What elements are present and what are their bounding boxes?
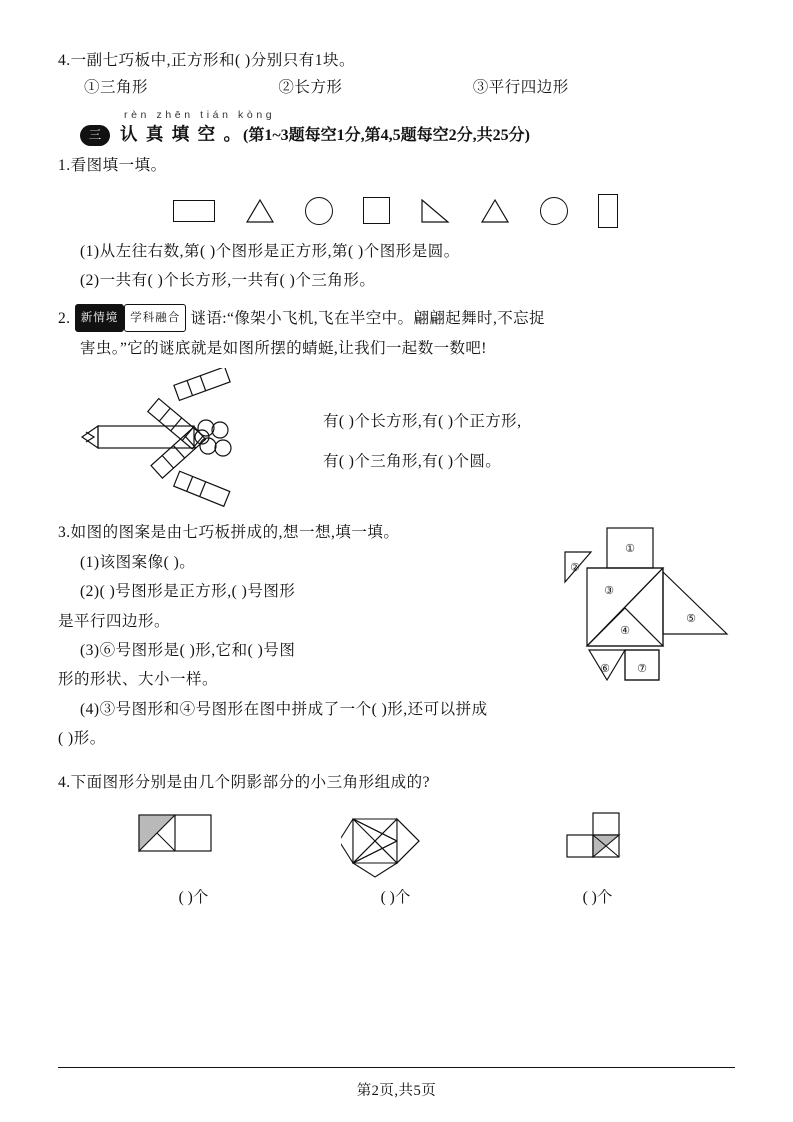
tangram-label-2: ② [570, 562, 580, 575]
section-title: 认 真 填 空 。 [120, 124, 243, 145]
q3-area [58, 518, 733, 754]
q3-sub3a: (3)⑥号图形是( )形,它和( )号图 [80, 641, 296, 659]
q3-sub2a: (2)( )号图形是正方形,( )号图形 [80, 583, 296, 601]
q4-figure-2 [341, 807, 451, 879]
q3-sub3b: 形的形状、大小一样。 [58, 671, 219, 689]
q1-sub2: (2)一共有( )个长方形,一共有( )个三角形。 [80, 272, 376, 290]
q4-figure-1 [123, 807, 233, 867]
dragonfly-figure [80, 368, 320, 518]
section-badge: 三 [80, 125, 110, 146]
option-2[interactable]: ②长方形 [278, 79, 343, 97]
section-pinyin: rèn zhēn tián kòng [124, 109, 276, 122]
q2-block [58, 304, 733, 364]
rectangle-shape [173, 200, 215, 222]
tangram-svg [539, 524, 739, 709]
square-shape [363, 197, 390, 224]
tag-interdisciplinary: 学科融合 [124, 304, 186, 332]
option-3[interactable]: ③平行四边形 [472, 79, 569, 97]
section-title-row [120, 121, 530, 146]
q4-answer-row [58, 885, 733, 907]
q3-sub2b: 是平行四边形。 [58, 612, 171, 630]
q4-stem: 4.下面图形分别是由几个阴影部分的小三角形组成的? [58, 773, 431, 791]
q2-text-line2: 害虫。”它的谜底就是如图所摆的蜻蜓,让我们一起数一数吧! [80, 339, 487, 357]
q1-sub1: (1)从左往右数,第( )个图形是正方形,第( )个图形是圆。 [80, 242, 460, 260]
tangram-label-7: ⑦ [637, 663, 647, 676]
tag-new-context: 新情境 [75, 304, 125, 332]
q1-shape-row [58, 191, 733, 231]
q2-answers [323, 402, 521, 483]
q2-answer-line1: 有( )个长方形,有( )个正方形, [323, 413, 522, 431]
tangram-label-4: ④ [620, 625, 630, 638]
q4-answer-1: ( )个 [178, 889, 209, 907]
q4-answer-2: ( )个 [380, 889, 411, 907]
tangram-label-6: ⑥ [600, 663, 610, 676]
option-1[interactable]: ①三角形 [84, 79, 149, 97]
page-footer: 第2页,共5页 [356, 1083, 437, 1099]
top-question-stem: 4.一副七巧板中,正方形和( )分别只有1块。 [58, 52, 355, 69]
q3-sub4a: (4)③号图形和④号图形在图中拼成了一个( )形,还可以拼成 [80, 700, 488, 718]
section-scoring: (第1~3题每空1分,第4,5题每空2分,共25分) [243, 127, 530, 145]
top-question-options [84, 75, 733, 97]
q2-figure-area [58, 368, 733, 518]
q4-figure-3 [559, 807, 669, 879]
tall-rectangle-shape [598, 194, 618, 228]
tangram-figure [539, 524, 739, 714]
triangle-shape-2 [480, 198, 510, 224]
q1-stem: 1.看图填一填。 [58, 157, 167, 175]
circle-shape [305, 197, 333, 225]
section-header [58, 111, 733, 151]
tangram-label-3: ③ [604, 585, 614, 598]
tangram-label-5: ⑤ [686, 613, 696, 626]
q3-sub1: (1)该图案像( )。 [80, 553, 196, 571]
q4-figures [58, 807, 733, 879]
q2-answer-line2: 有( )个三角形,有( )个圆。 [323, 453, 502, 471]
q4-answer-3: ( )个 [582, 889, 613, 907]
footer-divider [58, 1067, 735, 1068]
q3-stem: 3.如图的图案是由七巧板拼成的,想一想,填一填。 [58, 524, 400, 542]
q3-sub4b: ( )形。 [58, 730, 106, 748]
q2-line1 [58, 304, 733, 334]
q2-text-line1: 谜语:“像架小飞机,飞在半空中。翩翩起舞时,不忘捉 [190, 309, 545, 327]
triangle-shape [245, 198, 275, 224]
tangram-label-1: ① [625, 543, 635, 556]
q2-number: 2. [58, 309, 71, 327]
circle-shape-2 [540, 197, 568, 225]
right-triangle-shape [420, 198, 450, 224]
